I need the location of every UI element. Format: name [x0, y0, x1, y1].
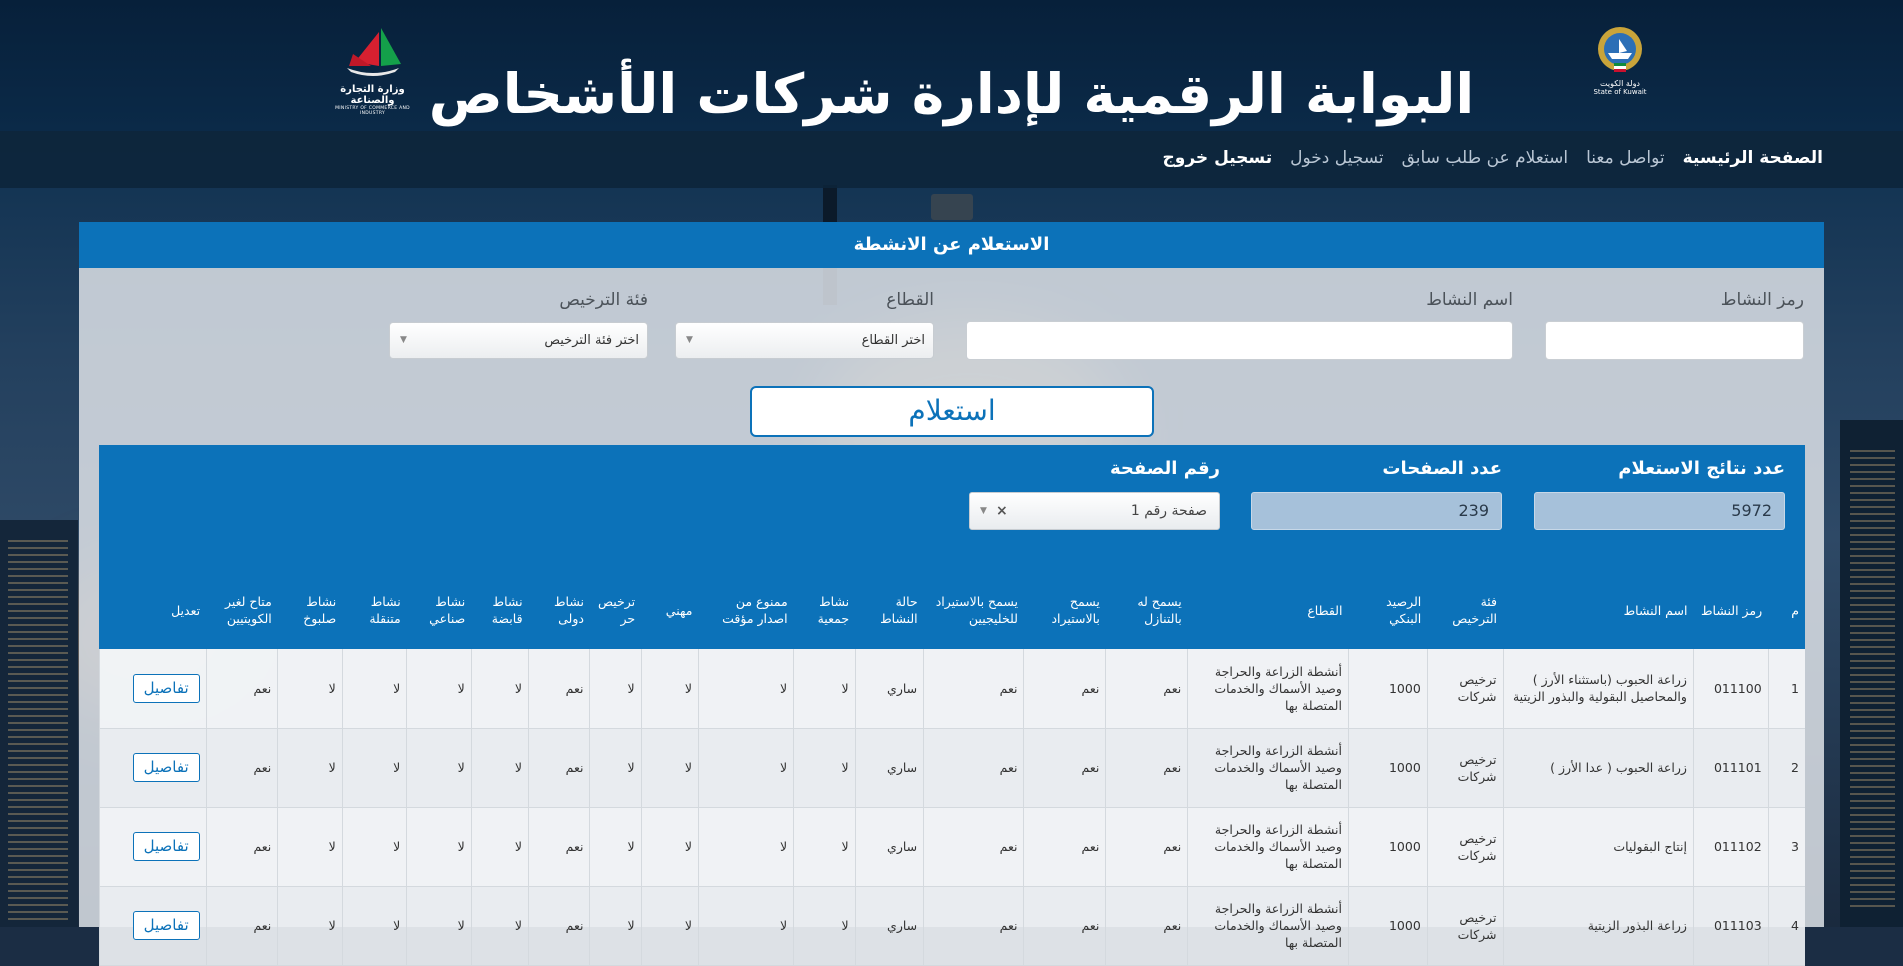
col-header: متاح لغير الكويتيين — [206, 571, 278, 649]
chevron-down-icon: ▼ — [686, 335, 693, 345]
table-cell: أنشطة الزراعة والحراجة وصيد الأسماك والخدمات المتصلة بها — [1188, 728, 1349, 807]
table-cell: نعم — [1106, 886, 1188, 965]
table-cell: 1000 — [1348, 649, 1427, 728]
col-header: نشاط صناعي — [407, 571, 471, 649]
table-cell: لا — [698, 886, 793, 965]
table-cell: لا — [590, 886, 641, 965]
table-cell: ترخيص شركات — [1427, 807, 1503, 886]
table-cell: نعم — [924, 649, 1024, 728]
table-cell: أنشطة الزراعة والحراجة وصيد الأسماك والخدمات المتصلة بها — [1188, 649, 1349, 728]
results-count-label: عدد نتائج الاستعلام — [1618, 458, 1785, 479]
table-cell: لا — [641, 728, 698, 807]
table-cell: نعم — [529, 728, 590, 807]
table-cell: نعم — [1024, 807, 1106, 886]
table-row — [100, 649, 1806, 728]
table-cell: زراعة الحبوب (باستثناء الأرز ) والمحاصيل البقولية والبذور الزيتية — [1503, 649, 1693, 728]
table-cell: لا — [342, 649, 406, 728]
table-cell: 1000 — [1348, 728, 1427, 807]
search-button[interactable]: استعلام — [750, 386, 1154, 437]
col-header: يسمح بالاستيراد — [1024, 571, 1106, 649]
page-number-value: صفحة رقم 1 — [1130, 503, 1207, 519]
col-header: ترخيص حر — [590, 571, 641, 649]
col-header: ممنوع من اصدار مؤقت — [698, 571, 793, 649]
ministry-caption-en: MINISTRY OF COMMERCE AND INDUSTRY — [335, 106, 410, 116]
table-cell: لا — [278, 649, 342, 728]
table-cell: لا — [471, 728, 528, 807]
panel-title: الاستعلام عن الانشطة — [79, 222, 1824, 268]
table-cell: لا — [641, 649, 698, 728]
table-cell: ساري — [855, 728, 924, 807]
table-cell: لا — [471, 807, 528, 886]
col-header: يسمح له بالتنازل — [1106, 571, 1188, 649]
table-cell: نعم — [1106, 649, 1188, 728]
table-cell: لا — [698, 807, 793, 886]
table-cell: لا — [342, 807, 406, 886]
nav-logout[interactable]: تسجيل خروج — [1162, 148, 1273, 168]
table-cell: ترخيص شركات — [1427, 728, 1503, 807]
col-header: نشاط جمعية — [794, 571, 855, 649]
page-number-select[interactable] — [969, 492, 1220, 530]
table-cell: نعم — [924, 728, 1024, 807]
sailboat-logo-icon — [341, 26, 405, 78]
sector-select[interactable] — [675, 322, 934, 359]
pages-count-value: 239 — [1251, 492, 1502, 530]
table-cell: لا — [342, 728, 406, 807]
activity-name-label: اسم النشاط — [1426, 290, 1513, 310]
table-cell: 2 — [1768, 728, 1805, 807]
table-cell: زراعة الحبوب ( عدا الأرز ) — [1503, 728, 1693, 807]
table-cell: نعم — [206, 807, 278, 886]
ministry-logo — [325, 26, 420, 116]
activity-name-input[interactable] — [966, 321, 1513, 360]
table-cell: لا — [794, 649, 855, 728]
kuwait-caption-en: State of Kuwait — [1593, 88, 1647, 96]
license-category-label: فئة الترخيص — [559, 290, 648, 310]
col-header: الرصيد البنكي — [1348, 571, 1427, 649]
table-cell: نعم — [529, 649, 590, 728]
table-cell: أنشطة الزراعة والحراجة وصيد الأسماك والخدمات المتصلة بها — [1188, 807, 1349, 886]
table-cell: 1000 — [1348, 807, 1427, 886]
table-cell — [100, 728, 207, 807]
table-cell: 4 — [1768, 886, 1805, 965]
col-header: تعديل — [100, 571, 207, 649]
details-button[interactable]: تفاصيل — [133, 753, 200, 782]
table-cell: لا — [641, 886, 698, 965]
col-header: فئة الترخيص — [1427, 571, 1503, 649]
table-cell: لا — [278, 728, 342, 807]
table-row — [100, 728, 1806, 807]
details-button[interactable]: تفاصيل — [133, 674, 200, 703]
table-cell: نعم — [206, 649, 278, 728]
col-header: نشاط صلبوخ — [278, 571, 342, 649]
pages-count-label: عدد الصفحات — [1382, 458, 1502, 479]
results-section — [99, 445, 1805, 950]
nav-previous-request[interactable]: استعلام عن طلب سابق — [1401, 148, 1569, 168]
col-header: القطاع — [1188, 571, 1349, 649]
table-cell: لا — [407, 728, 471, 807]
table-cell: 011102 — [1693, 807, 1768, 886]
col-header: م — [1768, 571, 1805, 649]
table-cell — [100, 649, 207, 728]
page-number-label: رقم الصفحة — [1109, 458, 1220, 479]
table-body — [100, 649, 1806, 965]
table-cell: لا — [407, 649, 471, 728]
table-cell: نعم — [1024, 728, 1106, 807]
table-cell: ترخيص شركات — [1427, 649, 1503, 728]
col-header: رمز النشاط — [1693, 571, 1768, 649]
table-cell: لا — [471, 649, 528, 728]
col-header: حالة النشاط — [855, 571, 924, 649]
table-cell: لا — [590, 728, 641, 807]
details-button[interactable]: تفاصيل — [133, 911, 200, 940]
table-cell: لا — [794, 886, 855, 965]
col-header: نشاط قابضة — [471, 571, 528, 649]
table-cell: نعم — [206, 886, 278, 965]
table-cell: 1000 — [1348, 886, 1427, 965]
table-cell: 011103 — [1693, 886, 1768, 965]
table-cell: لا — [278, 886, 342, 965]
activity-code-label: رمز النشاط — [1720, 290, 1804, 310]
table-cell: ساري — [855, 807, 924, 886]
nav-login[interactable]: تسجيل دخول — [1290, 148, 1384, 168]
table-cell: نعم — [924, 807, 1024, 886]
details-button[interactable]: تفاصيل — [133, 832, 200, 861]
ministry-caption-ar: وزارة التجارة والصناعة — [340, 84, 405, 106]
decorative-tab — [931, 194, 973, 220]
table-cell: ترخيص شركات — [1427, 886, 1503, 965]
col-header: نشاط دولى — [529, 571, 590, 649]
table-cell: إنتاج البقوليات — [1503, 807, 1693, 886]
table-cell: نعم — [529, 886, 590, 965]
results-count-value: 5972 — [1534, 492, 1785, 530]
table-cell: نعم — [1024, 886, 1106, 965]
main-nav — [0, 131, 1903, 188]
table-cell: نعم — [206, 728, 278, 807]
table-cell: ساري — [855, 649, 924, 728]
table-cell: لا — [641, 807, 698, 886]
table-cell: لا — [794, 807, 855, 886]
activities-inquiry-panel — [79, 222, 1824, 950]
col-header: مهني — [641, 571, 698, 649]
site-header — [0, 0, 1903, 131]
table-cell: لا — [342, 886, 406, 965]
table-cell: لا — [794, 728, 855, 807]
table-cell: 1 — [1768, 649, 1805, 728]
table-cell: لا — [407, 886, 471, 965]
license-category-select[interactable] — [389, 322, 648, 359]
sector-label: القطاع — [886, 290, 934, 310]
table-cell: 3 — [1768, 807, 1805, 886]
chevron-down-icon: ▼ — [980, 506, 987, 516]
table-cell — [100, 807, 207, 886]
table-cell: نعم — [1106, 728, 1188, 807]
table-row — [100, 886, 1806, 965]
chevron-down-icon: ▼ — [400, 335, 407, 345]
table-cell — [100, 886, 207, 965]
sector-select-value: اختر القطاع — [861, 333, 925, 348]
col-header: يسمح بالاستيراد للخليجيين — [924, 571, 1024, 649]
table-header-row — [100, 571, 1806, 649]
table-cell: نعم — [1024, 649, 1106, 728]
table-cell: لا — [698, 649, 793, 728]
kuwait-caption-ar: دولة الكويت — [1600, 79, 1640, 88]
table-cell: لا — [471, 886, 528, 965]
table-cell: لا — [590, 807, 641, 886]
table-cell: 011100 — [1693, 649, 1768, 728]
table-cell: لا — [590, 649, 641, 728]
table-row — [100, 807, 1806, 886]
activity-code-input[interactable] — [1545, 321, 1804, 360]
col-header: اسم النشاط — [1503, 571, 1693, 649]
license-category-select-value: اختر فئة الترخيص — [544, 333, 639, 348]
table-cell: لا — [698, 728, 793, 807]
table-cell: نعم — [1106, 807, 1188, 886]
page-title: البوابة الرقمية لإدارة شركات الأشخاص — [428, 62, 1475, 126]
activities-table — [99, 571, 1805, 966]
table-cell: زراعة البذور الزيتية — [1503, 886, 1693, 965]
table-cell: 011101 — [1693, 728, 1768, 807]
table-cell: نعم — [529, 807, 590, 886]
table-cell: لا — [278, 807, 342, 886]
clear-icon[interactable]: × — [996, 503, 1008, 519]
col-header: نشاط متنقلة — [342, 571, 406, 649]
table-cell: أنشطة الزراعة والحراجة وصيد الأسماك والخدمات المتصلة بها — [1188, 886, 1349, 965]
table-cell: ساري — [855, 886, 924, 965]
nav-home[interactable]: الصفحة الرئيسية — [1682, 148, 1823, 168]
table-cell: لا — [407, 807, 471, 886]
nav-contact[interactable]: تواصل معنا — [1586, 148, 1665, 168]
table-cell: نعم — [924, 886, 1024, 965]
